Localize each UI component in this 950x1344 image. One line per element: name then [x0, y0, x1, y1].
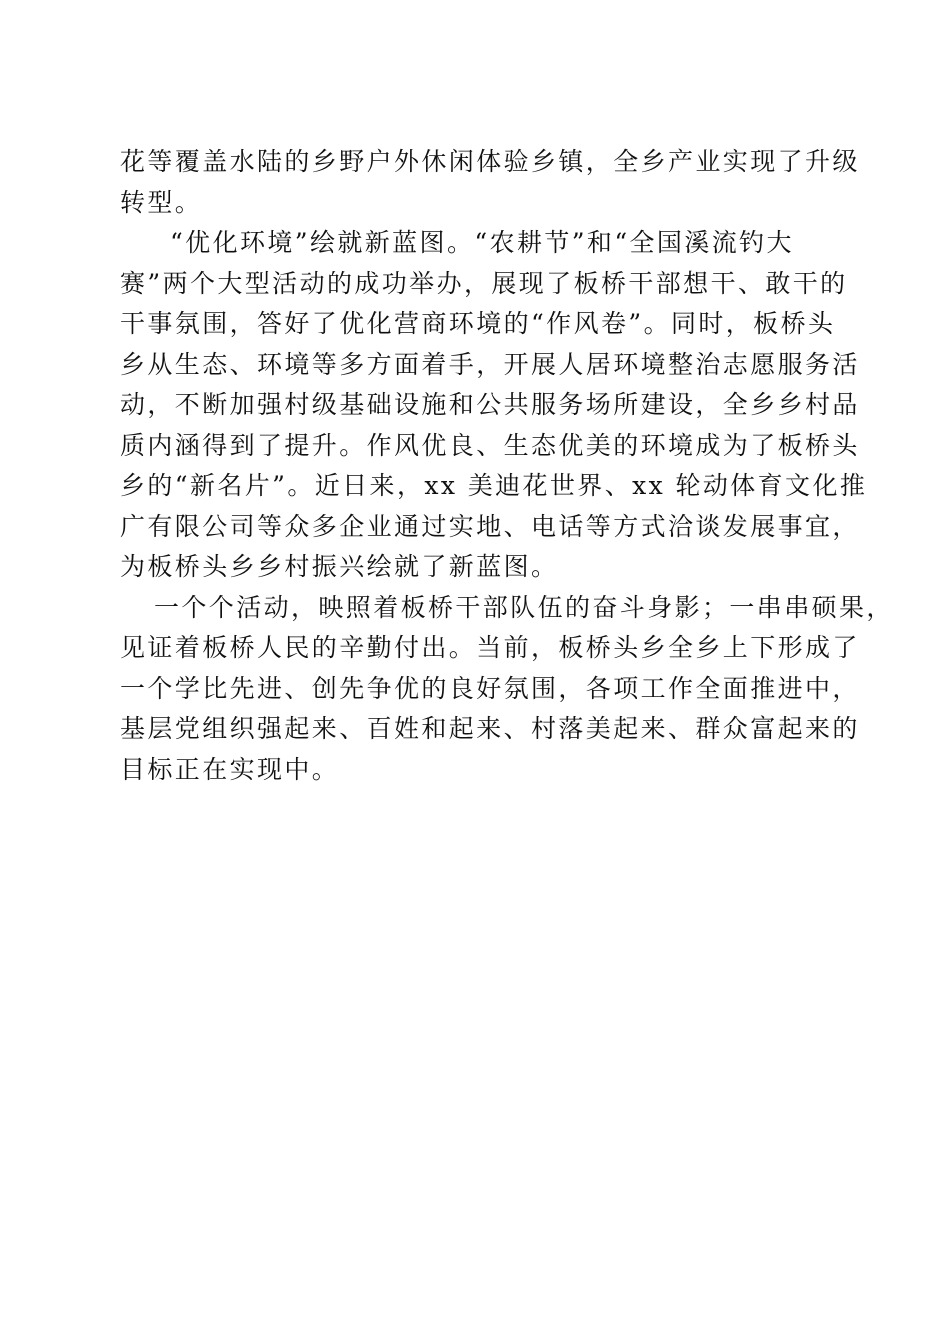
- text-line: 见证着板桥人民的辛勤付出。当前，板桥头乡全乡上下形成了: [120, 633, 860, 662]
- text-line: 目标正在实现中。: [120, 754, 340, 784]
- text-line: 转型。: [120, 187, 203, 217]
- text-line: 乡从生态、环境等多方面着手，开展人居环境整治志愿服务活: [120, 349, 860, 379]
- paragraph-industry-continuation: [120, 142, 860, 223]
- text-line: 花等覆盖水陆的乡野户外休闲体验乡镇，全乡产业实现了升级: [120, 147, 860, 176]
- text-line: 质内涵得到了提升。作风优良、生态优美的环境成为了板桥头: [120, 430, 860, 460]
- text-line: 乡的“新名片”。近日来，xx 美迪花世界、xx 轮动体育文化推: [120, 471, 868, 500]
- text-line: 干事氛围，答好了优化营商环境的“作风卷”。同时，板桥头: [120, 309, 836, 338]
- text-line: 一个个活动，映照着板桥干部队伍的奋斗身影；一串串硕果，: [154, 592, 894, 622]
- text-line: 一个学比先进、创先争优的良好氛围，各项工作全面推进中，: [120, 673, 860, 703]
- paragraph-conclusion: [120, 588, 894, 791]
- text-line: 动，不断加强村级基础设施和公共服务场所建设，全乡乡村品: [120, 390, 860, 419]
- text-line: “优化环境”绘就新蓝图。“农耕节”和“全国溪流钓大: [170, 228, 794, 257]
- body-text: [120, 142, 894, 790]
- text-line: 基层党组织强起来、百姓和起来、村落美起来、群众富起来的: [120, 714, 860, 743]
- text-line: 为板桥头乡乡村振兴绘就了新蓝图。: [120, 552, 559, 581]
- text-line: 广有限公司等众多企业通过实地、电话等方式洽谈发展事宜，: [120, 511, 860, 541]
- text-line: 赛”两个大型活动的成功举办，展现了板桥干部想干、敢干的: [120, 268, 848, 298]
- paragraph-optimize-environment: [120, 223, 868, 588]
